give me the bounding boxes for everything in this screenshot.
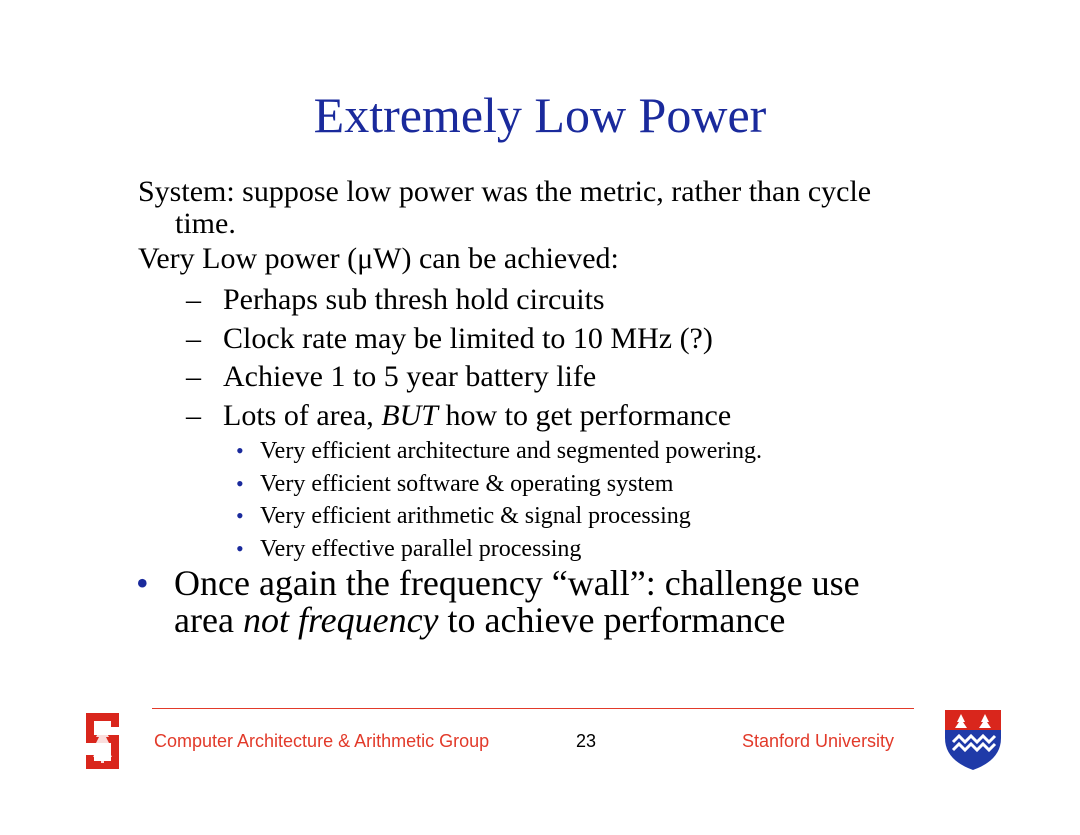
stanford-s-tree-logo-icon: [80, 711, 125, 771]
dot-item-text: Very efficient architecture and segmented powering.: [260, 438, 763, 464]
dot-item-text: Very efficient software & operating system: [260, 470, 674, 497]
dot-item: [236, 435, 762, 468]
dash-item-text-pre: Lots of area,: [223, 398, 382, 432]
paragraph-system: [138, 176, 958, 240]
dot-item: [236, 468, 762, 501]
dot-item-text: Very effective parallel processing: [260, 535, 582, 562]
paragraph-very-low-power: Very Low power (μW) can be achieved:: [138, 242, 619, 275]
dash-marker: –: [186, 283, 201, 316]
bullet-dot-icon: •: [136, 563, 149, 603]
stanford-shield-icon: [943, 708, 1003, 772]
page-number: 23: [576, 731, 597, 751]
dash-item: [186, 358, 731, 397]
conclusion-line1: Once again the frequency “wall”: challenge use: [174, 563, 860, 603]
conclusion-line2-emphasis: not frequency: [242, 600, 439, 640]
footer-university: Stanford University: [742, 731, 895, 751]
dash-item: [186, 320, 731, 359]
dash-marker: –: [186, 398, 201, 432]
dash-item-text: Achieve 1 to 5 year battery life: [223, 360, 597, 393]
footer-divider: [152, 708, 914, 709]
dot-list: [236, 435, 762, 565]
dash-marker: –: [186, 360, 201, 393]
dot-item: [236, 500, 762, 533]
dot-item: [236, 533, 762, 566]
dash-list: [186, 281, 731, 435]
dash-marker: –: [186, 321, 201, 355]
dash-item: [186, 281, 731, 320]
dash-item-text-post: how to get performance: [437, 398, 732, 432]
paragraph-system-line1: System: suppose low power was the metric, rather than cycle: [138, 175, 872, 208]
dot-item-text: Very efficient arithmetic & signal processing: [260, 503, 691, 529]
conclusion-text: [136, 565, 956, 639]
bullet-dot-icon: •: [236, 438, 244, 463]
slide-title: Extremely Low Power: [313, 87, 767, 143]
bullet-dot-icon: •: [236, 470, 244, 496]
dash-item-text: Perhaps sub thresh hold circuits: [223, 283, 605, 316]
dash-item-text: Clock rate may be limited to 10 MHz (?): [223, 321, 713, 355]
dash-item: [186, 397, 731, 436]
dash-item-text-emphasis: BUT: [381, 398, 438, 432]
conclusion-line2-post: to achieve performance: [438, 600, 786, 640]
conclusion-line2-pre: area: [174, 600, 243, 640]
paragraph-system-line2: time.: [175, 207, 236, 240]
bullet-dot-icon: •: [236, 503, 244, 528]
footer-group-name: Computer Architecture & Arithmetic Group: [154, 731, 490, 751]
conclusion-bullet: [136, 565, 956, 639]
bullet-dot-icon: •: [236, 535, 244, 561]
